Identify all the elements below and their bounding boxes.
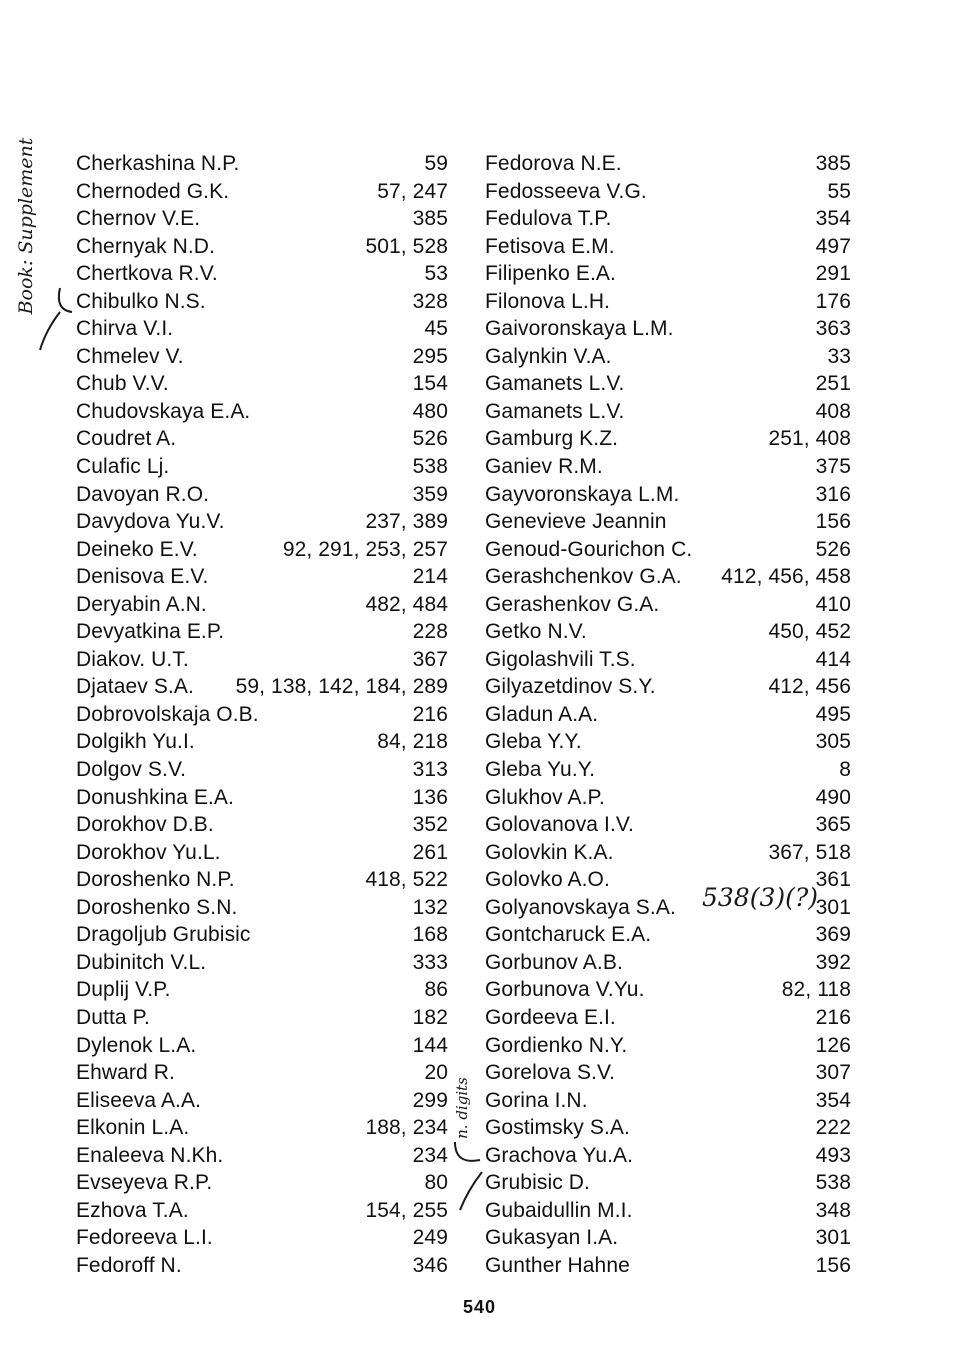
entry-pages: 408 [815,399,851,423]
entry-pages: 418, 522 [365,868,448,892]
entry-pages: 385 [815,152,851,175]
entry-pages: 251, 408 [768,427,851,451]
entry-name: Dutta P. [76,1005,150,1029]
entry-pages: 126 [815,1033,851,1057]
entry-pages: 59, 138, 142, 184, 289 [235,675,448,699]
entry-name: Chernyak N.D. [76,234,216,258]
entry-name: Eliseeva A.A. [76,1088,202,1112]
entry-name: Fedorova N.E. [485,152,622,175]
entry-name: Chirva V.I. [76,317,174,341]
entry-name: Golyanovskaya S.A. [485,895,676,919]
entry-name: Glukhov A.P. [485,785,605,809]
entry-pages: 156 [815,510,851,534]
entry-pages: 414 [815,647,851,671]
entry-name: Galynkin V.A. [485,344,612,368]
entry-pages: 305 [815,730,851,754]
entry-pages: 385 [412,207,448,231]
entry-name: Golovko A.O. [485,868,610,892]
entry-name: Genoud-Gourichon C. [485,537,693,561]
entry-pages: 316 [815,482,851,506]
entry-name: Chernoded G.K. [76,179,230,203]
entry-name: Golovanova I.V. [485,813,634,837]
entry-pages: 237, 389 [365,510,448,534]
entry-pages: 301 [815,1226,851,1250]
entry-pages: 136 [412,785,448,809]
handwritten-page-note: 538(3)(?) [702,883,819,912]
entry-name: Dubinitch V.L. [76,950,207,974]
entry-pages: 328 [412,289,448,313]
entry-name: Grubisic D. [485,1171,590,1195]
entry-name: Dorokhov Yu.L. [76,840,221,864]
entry-pages: 33 [827,344,851,368]
entry-name: Ehward R. [76,1061,175,1085]
entry-pages: 450, 452 [768,620,851,644]
entry-pages: 538 [815,1171,851,1195]
entry-name: Deineko E.V. [76,537,198,561]
entry-pages: 8 [839,758,851,782]
entry-name: Dolgikh Yu.I. [76,730,195,754]
entry-name: Coudret A. [76,427,177,451]
entry-pages: 251 [815,372,851,396]
entry-pages: 354 [815,207,851,231]
entry-name: Gilyazetdinov S.Y. [485,675,656,699]
entry-name: Elkonin L.A. [76,1116,190,1140]
handwritten-column-note: n. digits [453,1077,471,1139]
entry-name: Grachova Yu.A. [485,1143,634,1167]
page-number: 540 [462,1297,497,1317]
entry-pages: 86 [424,978,448,1002]
entry-pages: 80 [424,1171,448,1195]
entry-name: Golovkin K.A. [485,840,614,864]
entry-pages: 495 [815,702,851,726]
entry-name: Gleba Y.Y. [485,730,582,754]
entry-name: Gigolashvili T.S. [485,647,636,671]
entry-pages: 301 [815,895,851,919]
entry-pages: 216 [815,1005,851,1029]
entry-pages: 493 [815,1143,851,1167]
entry-pages: 313 [412,758,448,782]
entry-name: Chmelev V. [76,344,184,368]
entry-name: Ezhova T.A. [76,1198,189,1222]
entry-name: Gamburg K.Z. [485,427,619,451]
entry-name: Gunther Hahne [485,1253,630,1277]
entry-name: Genevieve Jeannin [485,510,667,534]
entry-name: Gorbunov A.B. [485,950,623,974]
entry-pages: 333 [412,950,448,974]
entry-pages: 497 [815,234,851,258]
entry-pages: 361 [815,868,851,892]
entry-name: Chudovskaya E.A. [76,399,251,423]
entry-name: Chertkova R.V. [76,262,218,286]
entry-pages: 352 [412,813,448,837]
entry-name: Gaivoronskaya L.M. [485,317,674,341]
entry-name: Gleba Yu.Y. [485,758,596,782]
entry-name: Cherkashina N.P. [76,152,240,175]
entry-pages: 412, 456, 458 [721,565,851,589]
entry-name: Gerashenkov G.A. [485,592,660,616]
entry-name: Gorbunova V.Yu. [485,978,645,1002]
entry-name: Ganiev R.M. [485,455,603,479]
handwritten-margin-note: Book: Supplement [15,137,37,315]
entry-pages: 84, 218 [377,730,448,754]
entry-pages: 348 [815,1198,851,1222]
entry-pages: 367 [412,647,448,671]
entry-name: Dorokhov D.B. [76,813,214,837]
entry-pages: 182 [412,1005,448,1029]
entry-name: Filipenko E.A. [485,262,616,286]
entry-pages: 222 [815,1116,851,1140]
entry-name: Chibulko N.S. [76,289,206,313]
entry-name: Davoyan R.O. [76,482,210,506]
entry-pages: 59 [424,152,448,175]
entry-pages: 249 [412,1226,448,1250]
entry-name: Culafic Lj. [76,455,170,479]
entry-pages: 299 [412,1088,448,1112]
entry-pages: 291 [815,262,851,286]
bracket-stroke-left [40,288,72,350]
entry-name: Gordeeva E.I. [485,1005,616,1029]
entry-name: Gubaidullin M.I. [485,1198,633,1222]
entry-name: Fedoroff N. [76,1253,182,1277]
entry-pages: 482, 484 [365,592,448,616]
entry-name: Getko N.V. [485,620,587,644]
entry-pages: 354 [815,1088,851,1112]
entry-pages: 234 [412,1143,448,1167]
entry-pages: 20 [424,1061,448,1085]
bracket-stroke-mid [455,1142,482,1210]
entry-pages: 369 [815,923,851,947]
entry-pages: 538 [412,455,448,479]
entry-pages: 216 [412,702,448,726]
entry-pages: 228 [412,620,448,644]
entry-pages: 367, 518 [768,840,851,864]
entry-name: Gladun A.A. [485,702,599,726]
entry-name: Gamanets L.V. [485,399,625,423]
entry-name: Evseyeva R.P. [76,1171,213,1195]
entry-name: Djataev S.A. [76,675,194,699]
entry-pages: 526 [412,427,448,451]
entry-pages: 363 [815,317,851,341]
entry-name: Dobrovolskaja O.B. [76,702,259,726]
entry-name: Gamanets L.V. [485,372,625,396]
entry-name: Fedosseeva V.G. [485,179,647,203]
entry-name: Doroshenko S.N. [76,895,238,919]
entry-pages: 53 [424,262,448,286]
entry-name: Dolgov S.V. [76,758,187,782]
entry-name: Fedoreeva L.I. [76,1226,213,1250]
entry-pages: 261 [412,840,448,864]
entry-name: Gontcharuck E.A. [485,923,652,947]
entry-name: Deryabin A.N. [76,592,207,616]
entry-name: Filonova L.H. [485,289,611,313]
entry-pages: 365 [815,813,851,837]
entry-pages: 480 [412,399,448,423]
entry-pages: 307 [815,1061,851,1085]
entry-name: Gordienko N.Y. [485,1033,628,1057]
entry-pages: 295 [412,344,448,368]
entry-name: Chub V.V. [76,372,169,396]
entry-name: Gorina I.N. [485,1088,588,1112]
entry-name: Chernov V.E. [76,207,201,231]
entry-pages: 501, 528 [365,234,448,258]
entry-pages: 57, 247 [377,179,448,203]
entry-name: Dylenok L.A. [76,1033,197,1057]
entry-pages: 176 [815,289,851,313]
entry-pages: 346 [412,1253,448,1277]
entry-pages: 410 [815,592,851,616]
entry-pages: 132 [412,895,448,919]
entry-name: Fetisova E.M. [485,234,615,258]
entry-pages: 156 [815,1253,851,1277]
entry-name: Devyatkina E.P. [76,620,225,644]
entry-name: Donushkina E.A. [76,785,234,809]
entry-name: Denisova E.V. [76,565,209,589]
entry-name: Diakov. U.T. [76,647,189,671]
entry-name: Gostimsky S.A. [485,1116,630,1140]
entry-name: Fedulova T.P. [485,207,612,231]
entry-pages: 45 [424,317,448,341]
entry-pages: 412, 456 [768,675,851,699]
entry-pages: 144 [412,1033,448,1057]
entry-pages: 55 [827,179,851,203]
entry-name: Gerashchenkov G.A. [485,565,682,589]
entry-name: Duplij V.P. [76,978,171,1002]
entry-name: Doroshenko N.P. [76,868,235,892]
entry-name: Dragoljub Grubisic [76,923,251,947]
entry-name: Gukasyan I.A. [485,1226,619,1250]
entry-pages: 82, 118 [781,978,851,1002]
entry-name: Gayvoronskaya L.M. [485,482,680,506]
entry-pages: 526 [815,537,851,561]
entry-pages: 154 [412,372,448,396]
entry-pages: 214 [412,565,448,589]
entry-pages: 168 [412,923,448,947]
entry-pages: 154, 255 [365,1198,448,1222]
entry-pages: 375 [815,455,851,479]
entry-pages: 188, 234 [365,1116,448,1140]
entry-pages: 359 [412,482,448,506]
entry-pages: 92, 291, 253, 257 [282,537,448,561]
entry-name: Gorelova S.V. [485,1061,616,1085]
entry-name: Enaleeva N.Kh. [76,1143,224,1167]
entry-pages: 490 [815,785,851,809]
entry-name: Davydova Yu.V. [76,510,225,534]
entry-pages: 392 [815,950,851,974]
